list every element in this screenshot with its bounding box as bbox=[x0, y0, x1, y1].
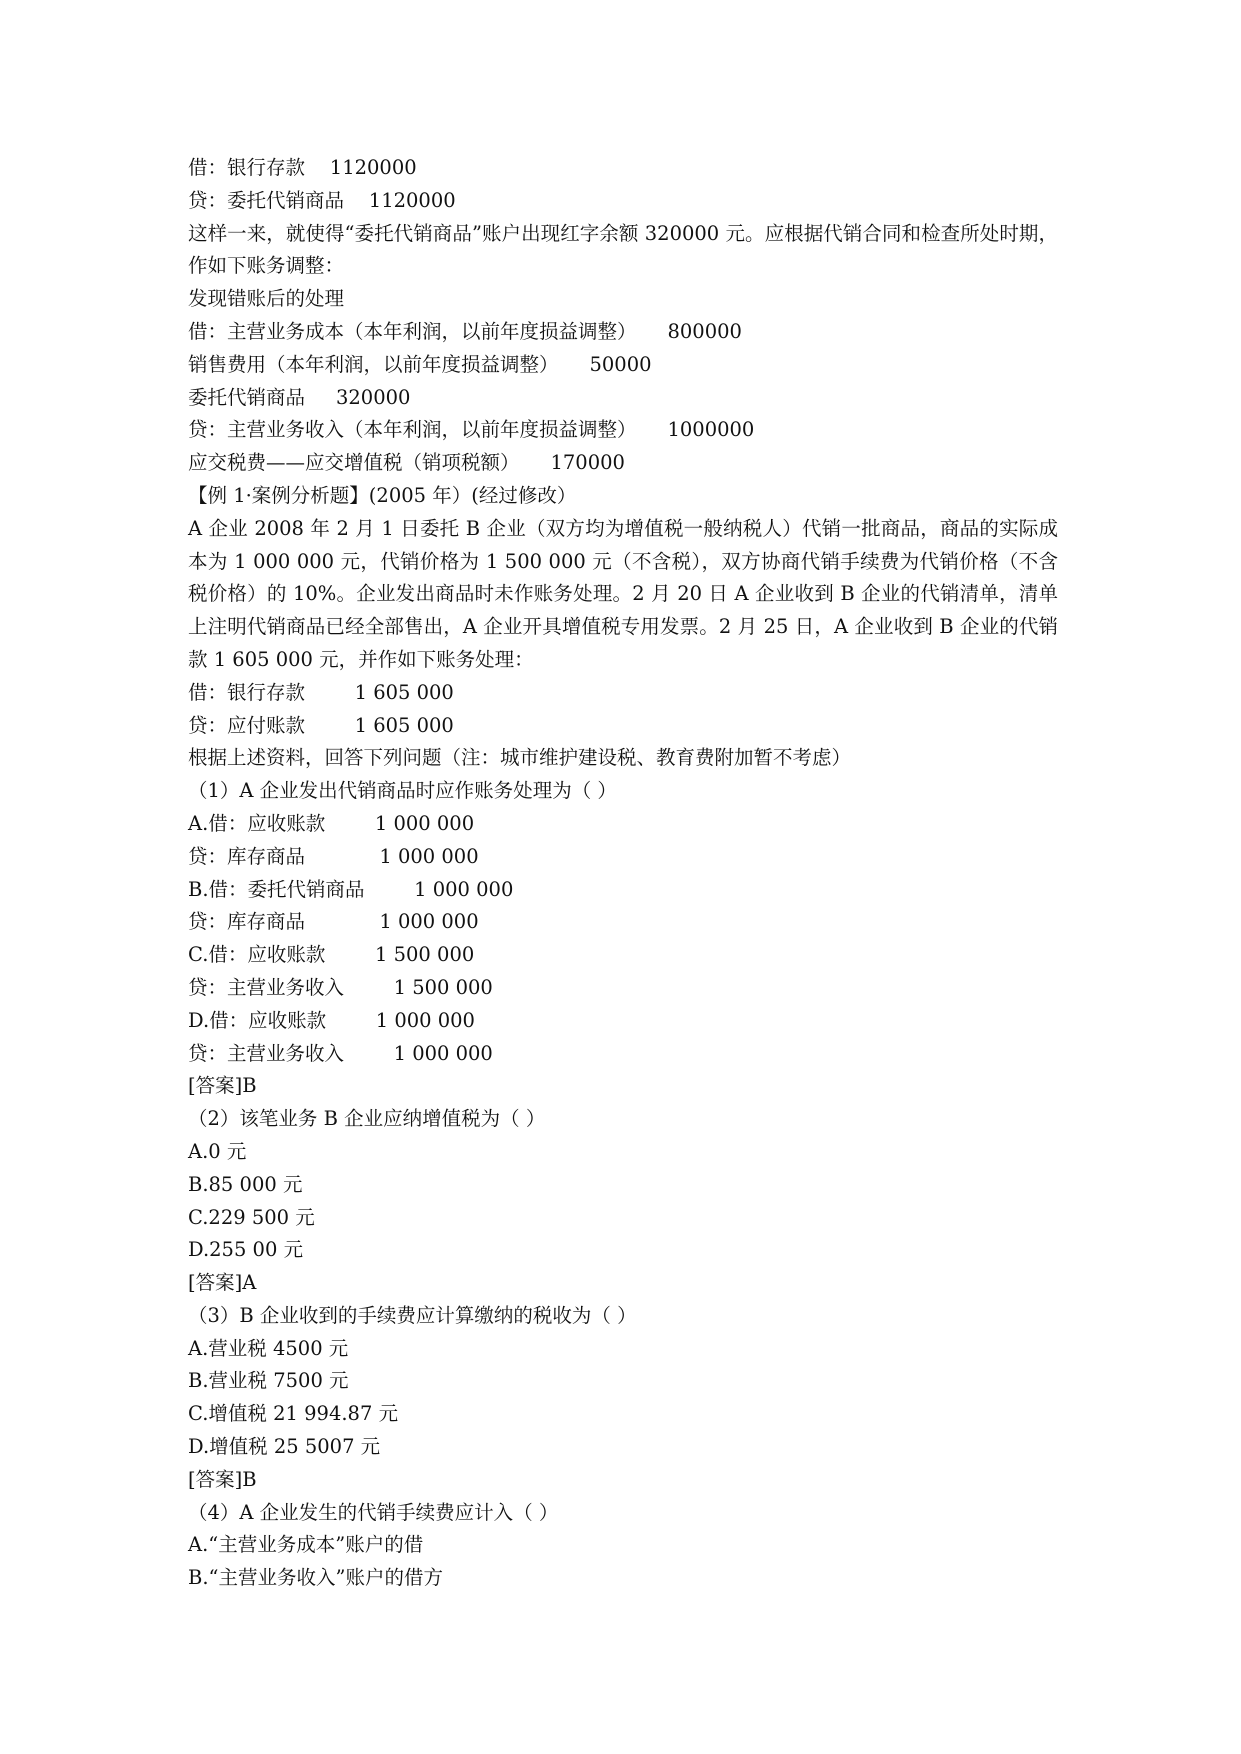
text-line: 【例 1·案例分析题】(2005 年）(经过修改） bbox=[188, 483, 577, 507]
text-line: C.借：应收账款 1 500 000 bbox=[188, 943, 475, 967]
text-line: 根据上述资料，回答下列问题（注：城市维护建设税、教育费附加暂不考虑） bbox=[188, 746, 852, 770]
text-line: 借：银行存款 1120000 bbox=[188, 156, 417, 179]
text-line: A.营业税 4500 元 bbox=[188, 1336, 349, 1360]
text-line: D.255 00 元 bbox=[188, 1238, 304, 1262]
text-line: [答案]B bbox=[188, 1467, 257, 1491]
text-line: 贷：库存商品 1 000 000 bbox=[188, 844, 479, 868]
text-line: 应交税费——应交增值税（销项税额） 170000 bbox=[188, 451, 625, 475]
text-line: 贷：库存商品 1 000 000 bbox=[188, 910, 479, 934]
text-line: 销售费用（本年利润，以前年度损益调整） 50000 bbox=[188, 352, 652, 376]
text-line: D.增值税 25 5007 元 bbox=[188, 1435, 381, 1459]
text-line: 借：主营业务成本（本年利润，以前年度损益调整） 800000 bbox=[188, 319, 742, 343]
text-line: （3）B 企业收到的手续费应计算缴纳的税收为（ ） bbox=[188, 1303, 637, 1327]
text-line: 借：银行存款 1 605 000 bbox=[188, 680, 454, 704]
text-line: B.营业税 7500 元 bbox=[188, 1369, 349, 1393]
text-line: 贷：委托代销商品 1120000 bbox=[188, 188, 456, 212]
paragraph: A 企业 2008 年 2 月 1 日委托 B 企业（双方均为增值税一般纳税人）代销一批商品，商品的实际成本为 1 000 000 元，代销价格为 1 500 000 元（不含税），双方协商代销手续费为代销价格（不含税价格）的 10%。企业发出商品时未作账务处理。2 月 20 日 A 企业收到 B 企业的代销清单，清单上注明代销商品已经全部售出，A 企业开具增值税专用发票。2 月 25 日，A 企业收到 B 企业的代销款 1 605 000 元，并作如下账务处理： bbox=[188, 516, 1058, 671]
text-line: B.借：委托代销商品 1 000 000 bbox=[188, 877, 514, 901]
text-line: 贷：主营业务收入 1 000 000 bbox=[188, 1041, 493, 1065]
paragraph: 这样一来，就使得“委托代销商品”账户出现红字余额 320000 元。应根据代销合同和检查所处时期，作如下账务调整： bbox=[188, 221, 1058, 278]
text-line: （2）该笔业务 B 企业应纳增值税为（ ） bbox=[188, 1107, 546, 1131]
text-line: A.“主营业务成本”账户的借 bbox=[188, 1533, 424, 1557]
text-line: 贷：主营业务收入（本年利润，以前年度损益调整） 1000000 bbox=[188, 418, 755, 442]
text-line: 贷：应付账款 1 605 000 bbox=[188, 713, 454, 737]
text-line: （1）A 企业发出代销商品时应作账务处理为（ ） bbox=[188, 779, 617, 803]
text-line: C.229 500 元 bbox=[188, 1205, 315, 1229]
document-body bbox=[188, 152, 1058, 1595]
text-line: A.0 元 bbox=[188, 1139, 247, 1163]
text-line: B.85 000 元 bbox=[188, 1172, 303, 1196]
text-line: [答案]B bbox=[188, 1074, 257, 1098]
text-line: 贷：主营业务收入 1 500 000 bbox=[188, 975, 493, 999]
text-line: C.增值税 21 994.87 元 bbox=[188, 1402, 399, 1426]
text-line: B.“主营业务收入”账户的借方 bbox=[188, 1566, 443, 1590]
text-line: D.借：应收账款 1 000 000 bbox=[188, 1008, 475, 1032]
text-line: [答案]A bbox=[188, 1271, 257, 1295]
text-line: （4）A 企业发生的代销手续费应计入（ ） bbox=[188, 1500, 559, 1524]
text-line: A.借：应收账款 1 000 000 bbox=[188, 811, 475, 835]
text-line: 发现错账后的处理 bbox=[188, 287, 345, 311]
text-line: 委托代销商品 320000 bbox=[188, 385, 411, 409]
